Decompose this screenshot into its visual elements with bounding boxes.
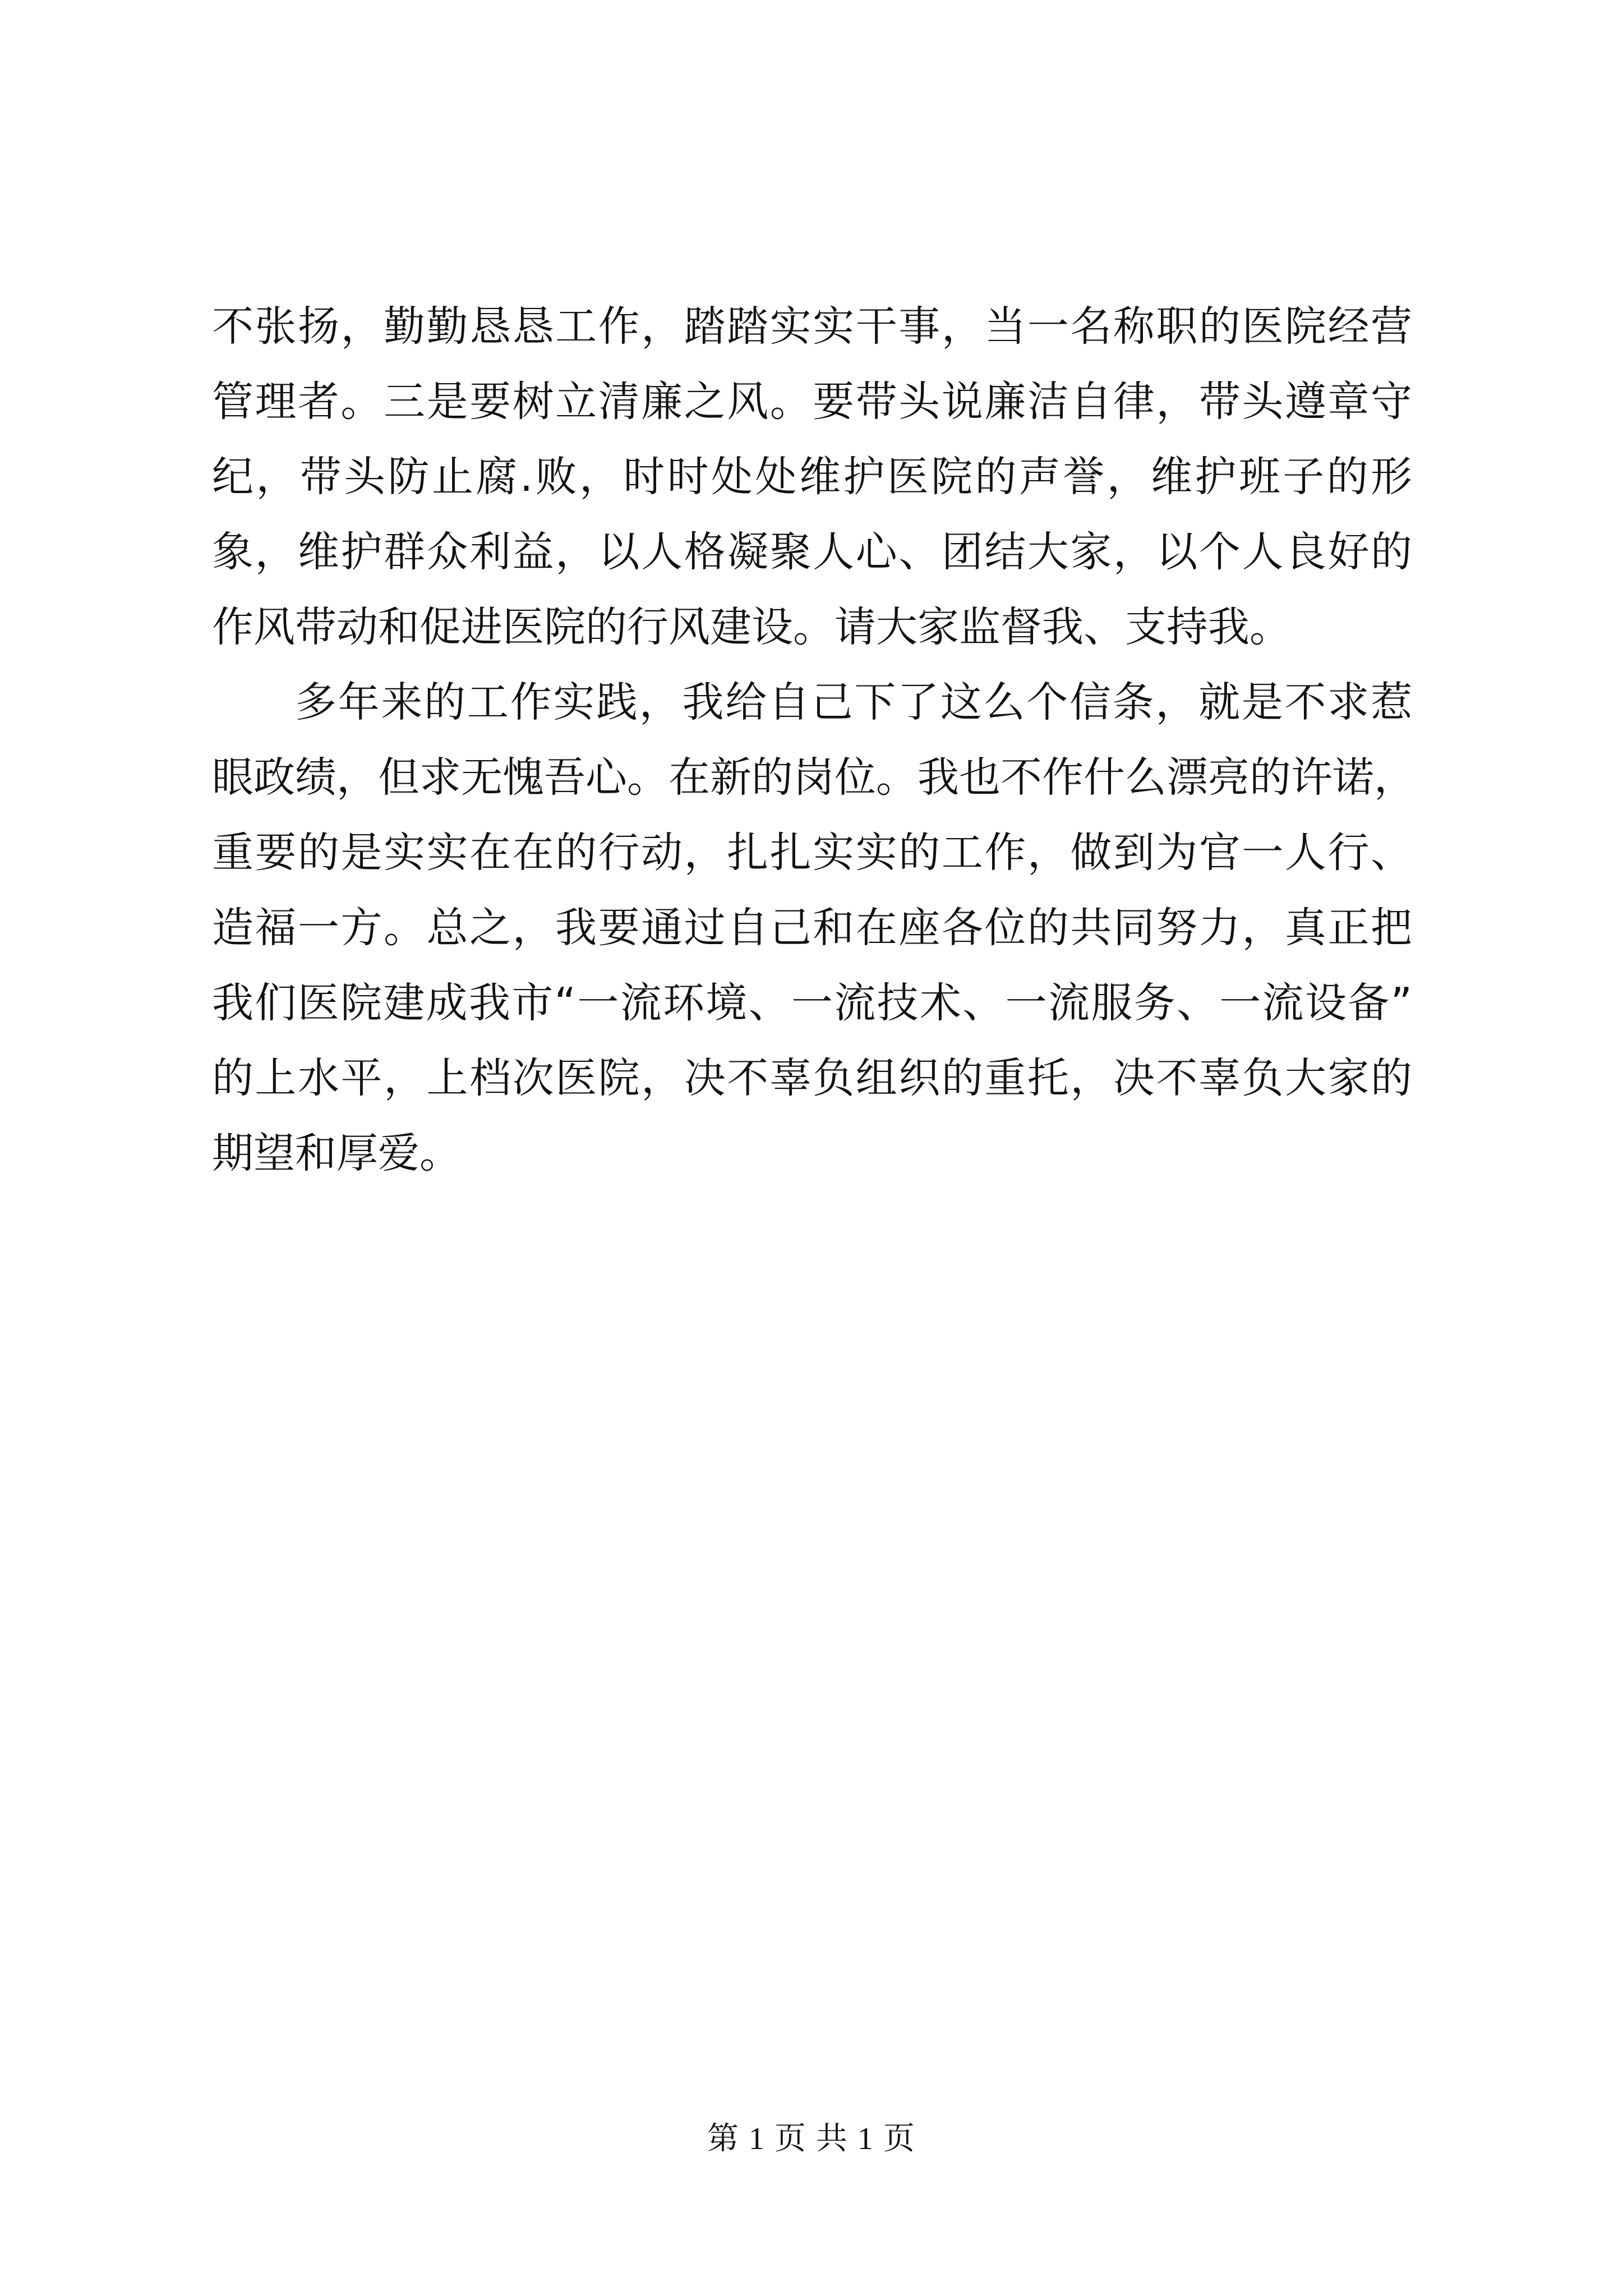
- text-line: 我们医院建成我市“一流环境、一流技术、一流服务、一流设备”: [212, 979, 1412, 1027]
- text-line: 管理者。三是要树立清廉之风。要带头说廉洁自律，带头遵章守: [212, 378, 1412, 426]
- text-line: 期望和厚爱。: [212, 1129, 461, 1177]
- page-number-footer: 第 1 页 共 1 页: [707, 2122, 916, 2156]
- text-line: 象，维护群众利益，以人格凝聚人心、团结大家，以个人良好的: [212, 528, 1412, 576]
- text-line: 不张扬，勤勤恳恳工作，踏踏实实干事，当一名称职的医院经营: [212, 302, 1412, 351]
- text-line: 的上水平，上档次医院，决不辜负组织的重托，决不辜负大家的: [212, 1054, 1412, 1102]
- text-line: 纪，带头防止腐.败，时时处处维护医院的声誉，维护班子的形: [212, 453, 1412, 501]
- text-line: 多年来的工作实践，我给自己下了这么个信条，就是不求惹: [295, 678, 1412, 726]
- body-text: [212, 289, 1415, 1191]
- text-line: 重要的是实实在在的行动，扎扎实实的工作，做到为官一人行、: [212, 829, 1412, 877]
- text-line: 作风带动和促进医院的行风建设。请大家监督我、支持我。: [212, 603, 1291, 651]
- text-line: 造福一方。总之，我要通过自己和在座各位的共同努力，真正把: [212, 904, 1412, 952]
- text-line: 眼政绩，但求无愧吾心。在新的岗位。我也不作什么漂亮的许诺，: [212, 753, 1415, 802]
